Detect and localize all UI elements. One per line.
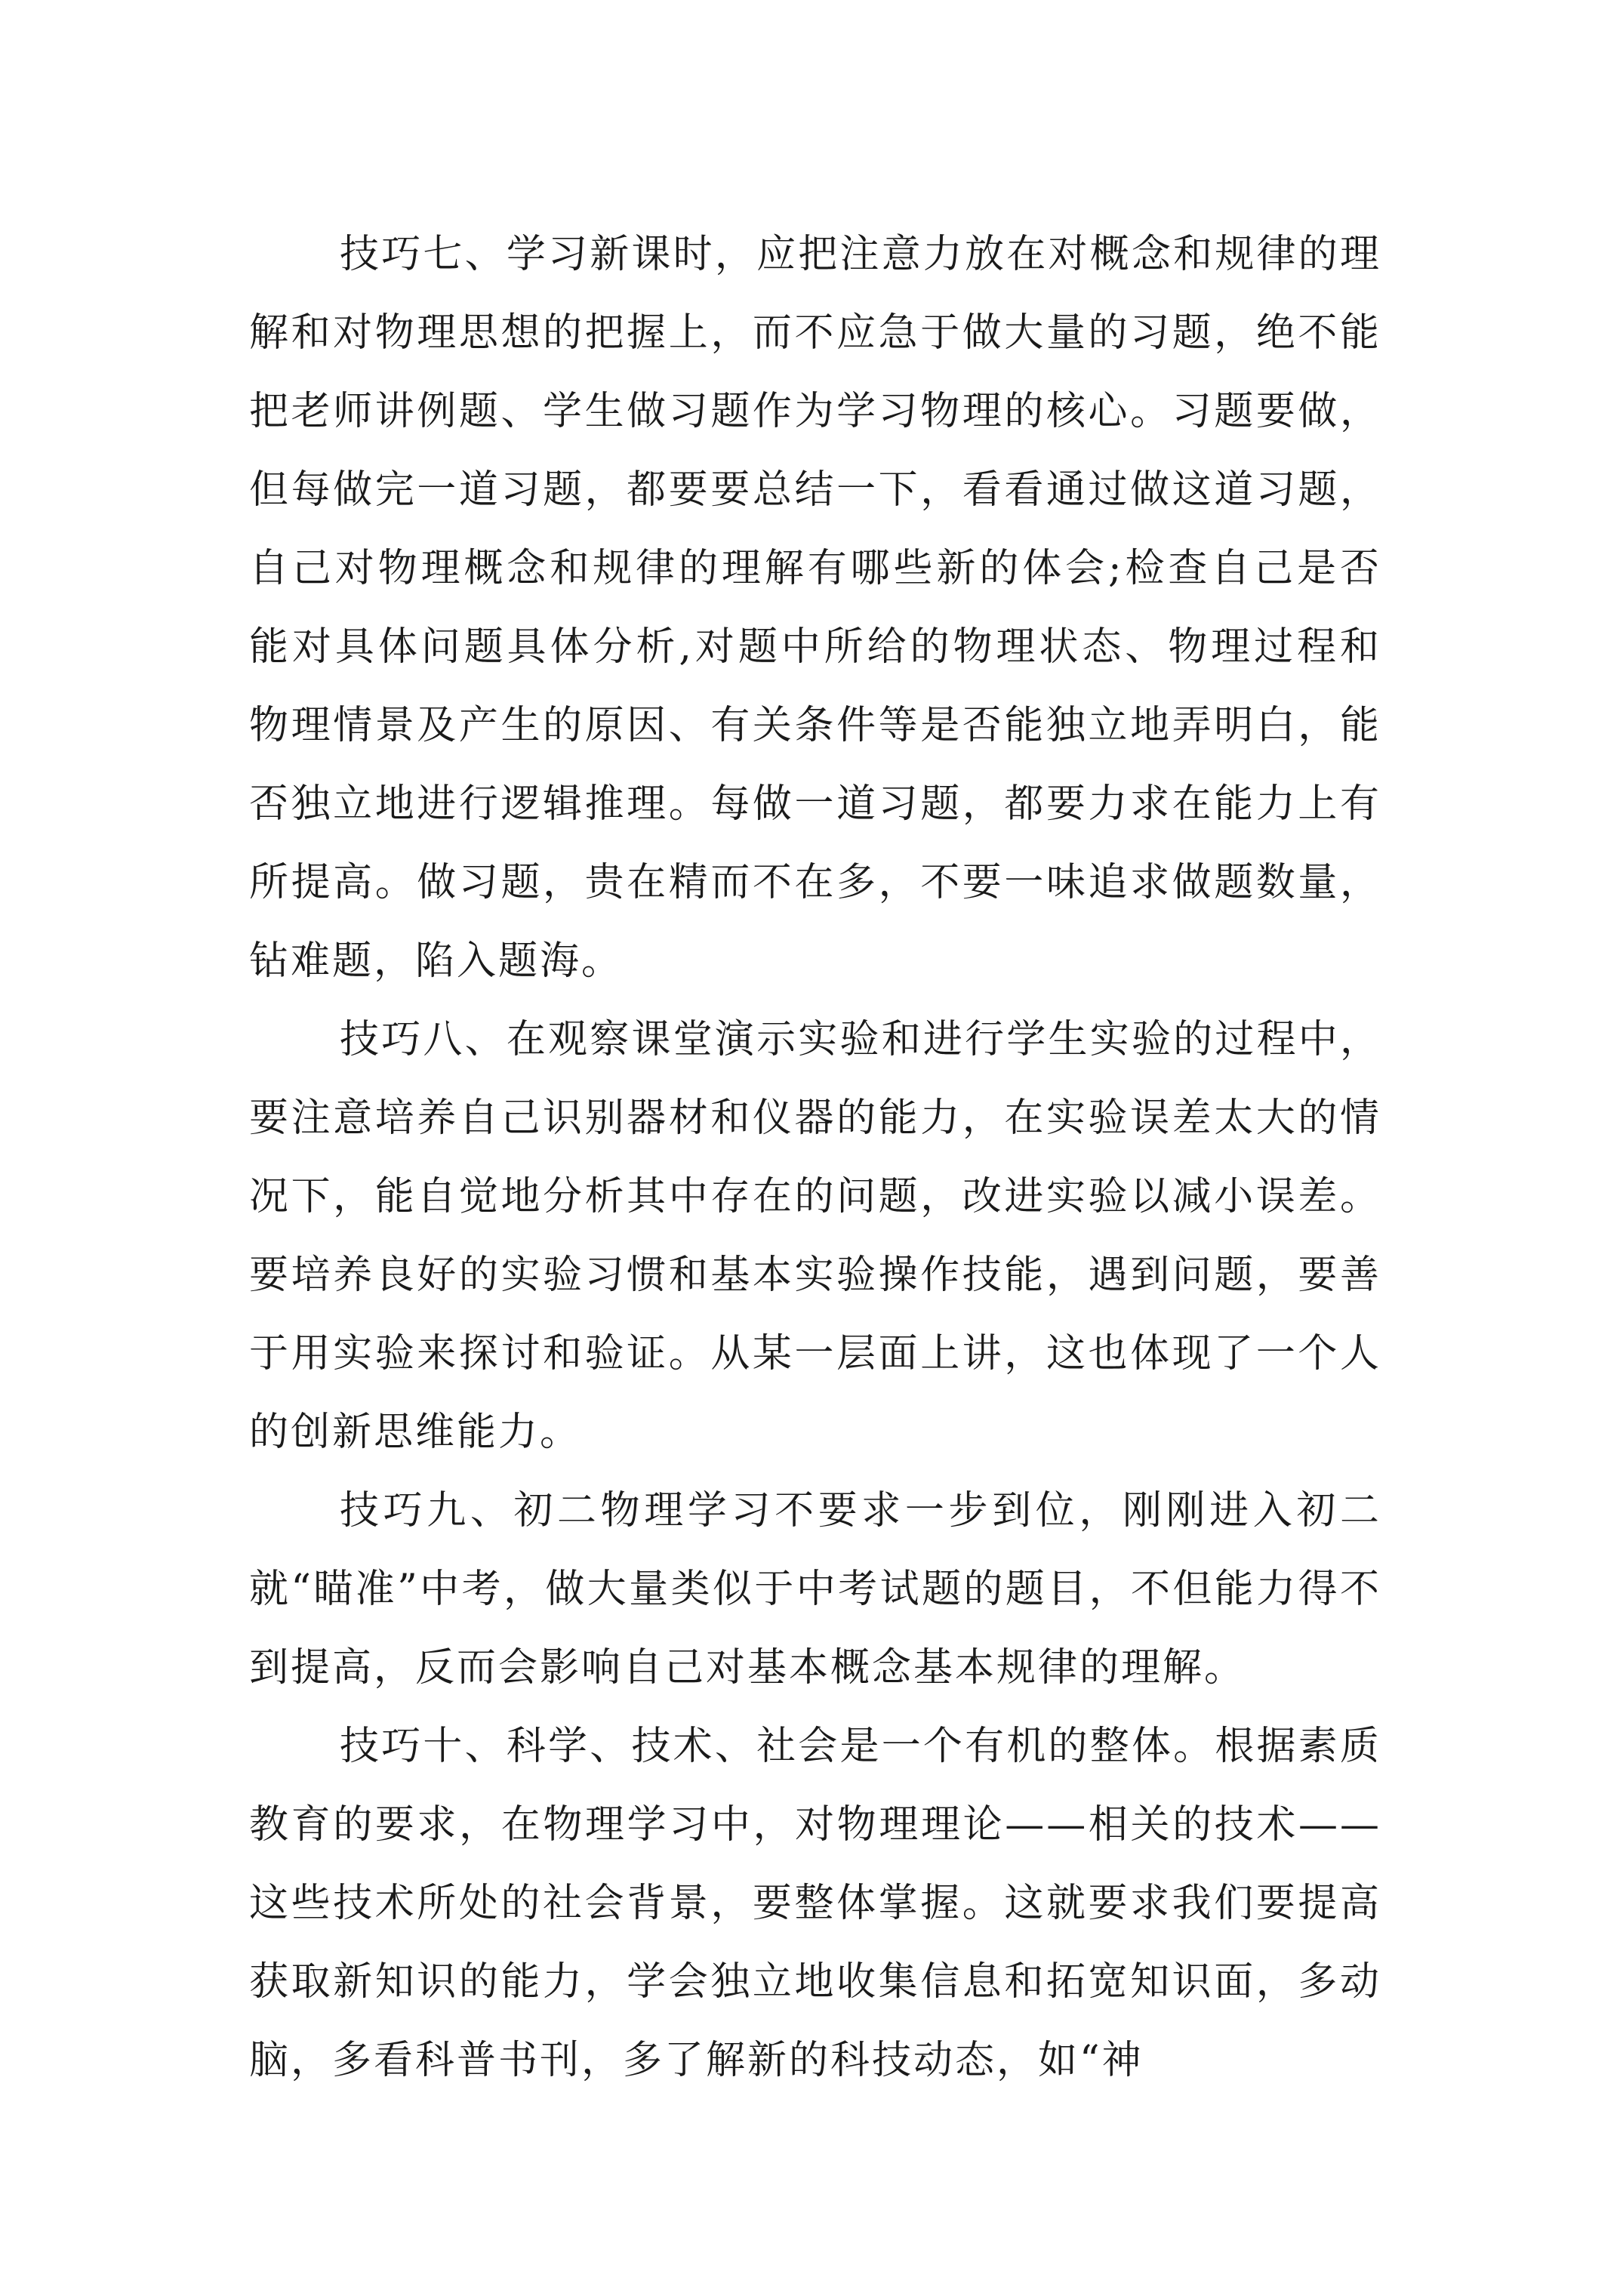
- document-body: [249, 215, 1381, 2100]
- paragraph-tip-9: 技巧九、初二物理学习不要求一步到位，刚刚进入初二就“瞄准”中考，做大量类似于中考试题的题目，不但能力得不到提高，反而会影响自己对基本概念基本规律的理解。: [249, 1488, 1381, 1690]
- paragraph-tip-10: 技巧十、科学、技术、社会是一个有机的整体。根据素质教育的要求，在物理学习中，对物理理论——相关的技术——这些技术所处的社会背景，要整体掌握。这就要求我们要提高获取新知识的能力，学会独立地收集信息和拓宽知识面，多动脑，多看科普书刊，多了解新的科技动态，如“神: [249, 1724, 1381, 2083]
- paragraph-tip-8: 技巧八、在观察课堂演示实验和进行学生实验的过程中，要注意培养自己识别器材和仪器的能力，在实验误差太大的情况下，能自觉地分析其中存在的问题，改进实验以减小误差。要培养良好的实验习惯和基本实验操作技能，遇到问题，要善于用实验来探讨和验证。从某一层面上讲，这也体现了一个人的创新思维能力。: [249, 1017, 1381, 1455]
- paragraph-tip-7: 技巧七、学习新课时，应把注意力放在对概念和规律的理解和对物理思想的把握上，而不应急于做大量的习题，绝不能把老师讲例题、学生做习题作为学习物理的核心。习题要做，但每做完一道习题，都要要总结一下，看看通过做这道习题，自己对物理概念和规律的理解有哪些新的体会;检查自己是否能对具体问题具体分析,对题中所给的物理状态、物理过程和物理情景及产生的原因、有关条件等是否能独立地弄明白，能否独立地进行逻辑推理。每做一道习题，都要力求在能力上有所提高。做习题，贵在精而不在多，不要一味追求做题数量，钻难题，陷入题海。: [249, 232, 1381, 984]
